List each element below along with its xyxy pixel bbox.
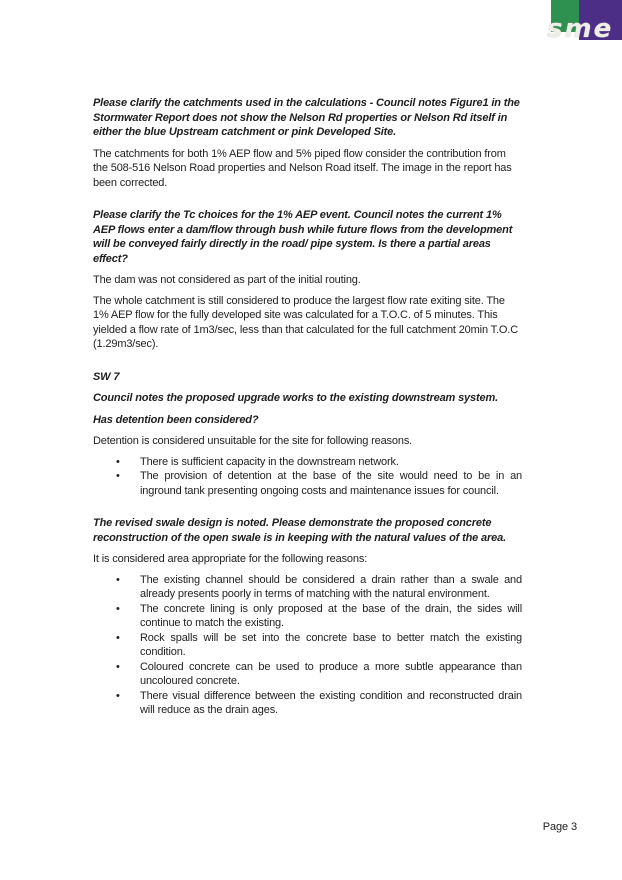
bullet-icon: • [116,689,120,702]
council-question: Please clarify the Tc choices for the 1% AEP event. Council notes the current 1% AEP flows enter a dam/flow through bush while future flows from the development will be conveyed fairly directly in the road/ pipe system. Is there a partial areas effect? [93,209,513,265]
page-number: Page 3 [542,821,577,833]
bullet-icon: • [116,631,120,644]
response-paragraph: Detention is considered unsuitable for the site for following reasons. [93,435,413,447]
council-question: Council notes the proposed upgrade works to the existing downstream system. [93,392,498,404]
company-logo [547,0,622,48]
bullet-item [116,469,522,498]
qa-section [93,370,522,499]
bullet-icon: • [116,573,120,586]
bullet-item [116,573,522,602]
document-body [93,96,522,736]
logo-wordmark: sme [547,14,614,44]
bullet-item [116,689,522,718]
bullet-list [93,573,522,718]
bullet-text: The existing channel should be considered a drain rather than a swale and already presents poorly in terms of matching with the natural environment. [140,573,522,600]
response-paragraph: The catchments for both 1% AEP flow and 5% piped flow consider the contribution from the 508-516 Nelson Road properties and Nelson Road itself. The image in the report has been corrected. [93,147,512,189]
bullet-text: The concrete lining is only proposed at the base of the drain, the sides will continue to match the existing. [140,602,522,629]
bullet-text: The provision of detention at the base of the site would need to be in an inground tank presenting ongoing costs and maintenance issues for council. [140,470,522,497]
council-question: Has detention been considered? [93,413,259,426]
bullet-text: There is sufficient capacity in the downstream network. [140,455,399,468]
bullet-item [116,631,522,660]
response-paragraph: It is considered area appropriate for the following reasons: [93,553,368,565]
bullet-list [93,455,522,499]
section-heading: SW 7 [93,370,120,383]
bullet-icon: • [116,455,120,468]
bullet-text: Rock spalls will be set into the concrete base to better match the existing condition. [140,631,522,658]
bullet-icon: • [116,660,120,673]
qa-section [93,96,522,190]
council-question: The revised swale design is noted. Please demonstrate the proposed concrete reconstruction of the open swale is in keeping with the natural values of the area. [93,517,506,544]
bullet-item [116,455,522,470]
response-paragraph: The dam was not considered as part of the initial routing. [93,274,361,286]
bullet-text: There visual difference between the existing condition and reconstructed drain will reduce as the drain ages. [140,689,522,716]
qa-section [93,516,522,718]
bullet-item [116,660,522,689]
bullet-text: Coloured concrete can be used to produce a more subtle appearance than uncoloured concrete. [140,660,522,687]
bullet-item [116,602,522,631]
response-paragraph: The whole catchment is still considered to produce the largest flow rate exiting site. The 1% AEP flow for the fully developed site was calculated for a T.O.C. of 5 minutes. This yielded a flow rate of 1m3/sec, less than that calculated for the full catchment 20min T.O.C (1.29m3/sec). [93,294,518,350]
bullet-icon: • [116,602,120,615]
qa-section [93,208,522,352]
bullet-icon: • [116,470,120,482]
council-question: Please clarify the catchments used in the calculations - Council notes Figure1 in the Stormwater Report does not show the Nelson Rd properties or Nelson Rd itself in either the blue Upstream catchment or pink Developed Site. [93,97,520,138]
